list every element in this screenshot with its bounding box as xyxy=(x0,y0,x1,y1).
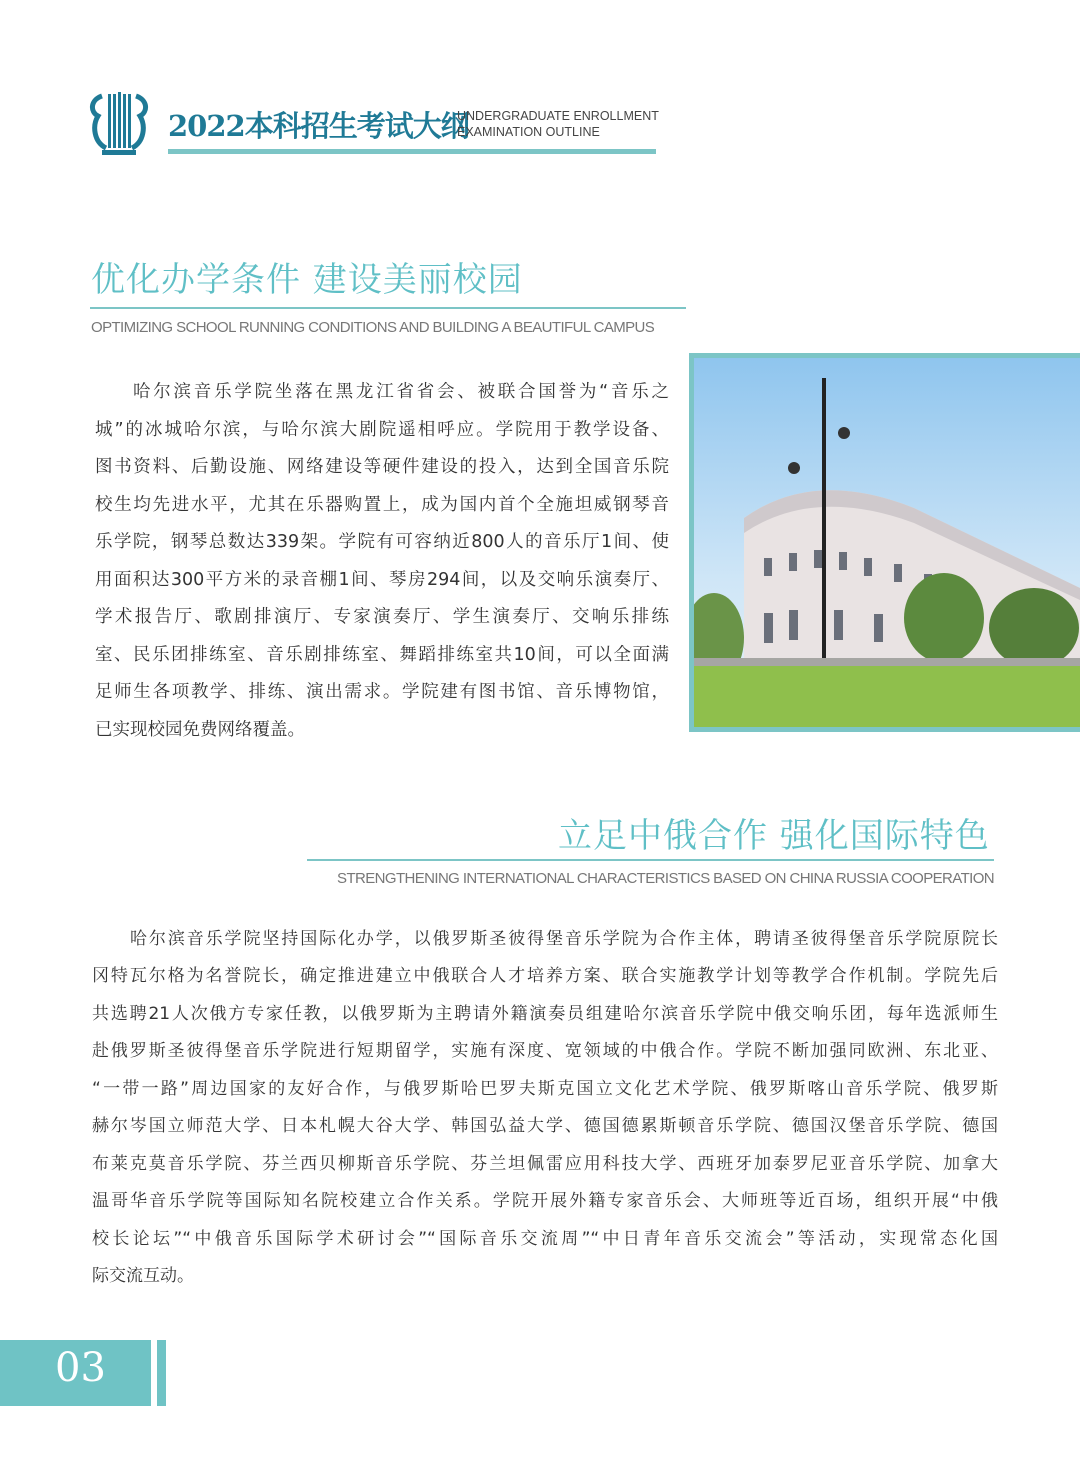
paragraph-line: 用面积达300平方米的录音棚1间、琴房294间，以及交响乐演奏厅、 xyxy=(95,570,669,590)
header-title: 2022本科招生考试大纲 xyxy=(168,109,469,143)
paragraph-line: 乐学院，钢琴总数达339架。学院有可容纳近800人的音乐厅1间、使 xyxy=(95,532,669,552)
paragraph-line: 已实现校园免费网络覆盖。 xyxy=(95,720,305,740)
header-rule xyxy=(168,149,656,154)
paragraph-line: 校长论坛”“中俄音乐国际学术研讨会”“国际音乐交流周”“中日青年音乐交流会”等活动，实现常态化国 xyxy=(92,1229,998,1249)
paragraph-line: 共选聘21人次俄方专家任教，以俄罗斯为主聘请外籍演奏员组建哈尔滨音乐学院中俄交响乐团，每年选派师生 xyxy=(92,1004,998,1024)
paragraph-line: 冈特瓦尔格为名誉院长，确定推进建立中俄联合人才培养方案、联合实施教学计划等教学合作机制。学院先后 xyxy=(92,966,998,986)
section1-title: 优化办学条件 建设美丽校园 xyxy=(91,260,523,300)
header-english-line-1: UNDERGRADUATE ENROLLMENT xyxy=(457,109,659,123)
campus-building-photo xyxy=(689,353,1080,732)
paragraph-line: 足师生各项教学、排练、演出需求。学院建有图书馆、音乐博物馆， xyxy=(95,682,669,702)
section2-rule xyxy=(307,859,994,861)
header-english-line-2: EXAMINATION OUTLINE xyxy=(457,125,600,139)
paragraph-line: 温哥华音乐学院等国际知名院校建立合作关系。学院开展外籍专家音乐会、大师班等近百场，组织开展“中俄 xyxy=(92,1191,998,1211)
paragraph-line: “一带一路”周边国家的友好合作，与俄罗斯哈巴罗夫斯克国立文化艺术学院、俄罗斯喀山音乐学院、俄罗斯 xyxy=(92,1079,998,1099)
paragraph-line: 学术报告厅、歌剧排演厅、专家演奏厅、学生演奏厅、交响乐排练 xyxy=(95,607,669,627)
paragraph-line: 城”的冰城哈尔滨，与哈尔滨大剧院遥相呼应。学院用于教学设备、 xyxy=(95,420,669,440)
lyre-logo-icon xyxy=(88,90,150,160)
page-number-bar xyxy=(157,1340,166,1406)
paragraph-line: 校生均先进水平，尤其在乐器购置上，成为国内首个全施坦威钢琴音 xyxy=(95,495,669,515)
section2-subtitle: STRENGTHENING INTERNATIONAL CHARACTERISTICS BASED ON CHINA RUSSIA COOPERATION xyxy=(337,870,994,887)
header-english-title xyxy=(457,108,659,140)
paragraph-line: 哈尔滨音乐学院坚持国际化办学，以俄罗斯圣彼得堡音乐学院为合作主体，聘请圣彼得堡音乐学院原院长 xyxy=(130,929,998,949)
paragraph-line: 赴俄罗斯圣彼得堡音乐学院进行短期留学，实施有深度、宽领域的中俄合作。学院不断加强同欧洲、东北亚、 xyxy=(92,1041,998,1061)
paragraph-line: 际交流互动。 xyxy=(92,1266,194,1286)
section2-title: 立足中俄合作 强化国际特色 xyxy=(558,816,990,856)
page-number: 03 xyxy=(55,1345,106,1391)
paragraph-line: 哈尔滨音乐学院坐落在黑龙江省省会、被联合国誉为“音乐之 xyxy=(133,382,669,402)
section1-subtitle: OPTIMIZING SCHOOL RUNNING CONDITIONS AND BUILDING A BEAUTIFUL CAMPUS xyxy=(91,319,655,336)
paragraph-line: 赫尔岑国立师范大学、日本札幌大谷大学、韩国弘益大学、德国德累斯顿音乐学院、德国汉堡音乐学院、德国 xyxy=(92,1116,998,1136)
paragraph-line: 布莱克莫音乐学院、芬兰西贝柳斯音乐学院、芬兰坦佩雷应用科技大学、西班牙加泰罗尼亚音乐学院、加拿大 xyxy=(92,1154,998,1174)
section1-rule xyxy=(90,307,686,309)
paragraph-line: 图书资料、后勤设施、网络建设等硬件建设的投入，达到全国音乐院 xyxy=(95,457,669,477)
paragraph-line: 室、民乐团排练室、音乐剧排练室、舞蹈排练室共10间，可以全面满 xyxy=(95,645,669,665)
